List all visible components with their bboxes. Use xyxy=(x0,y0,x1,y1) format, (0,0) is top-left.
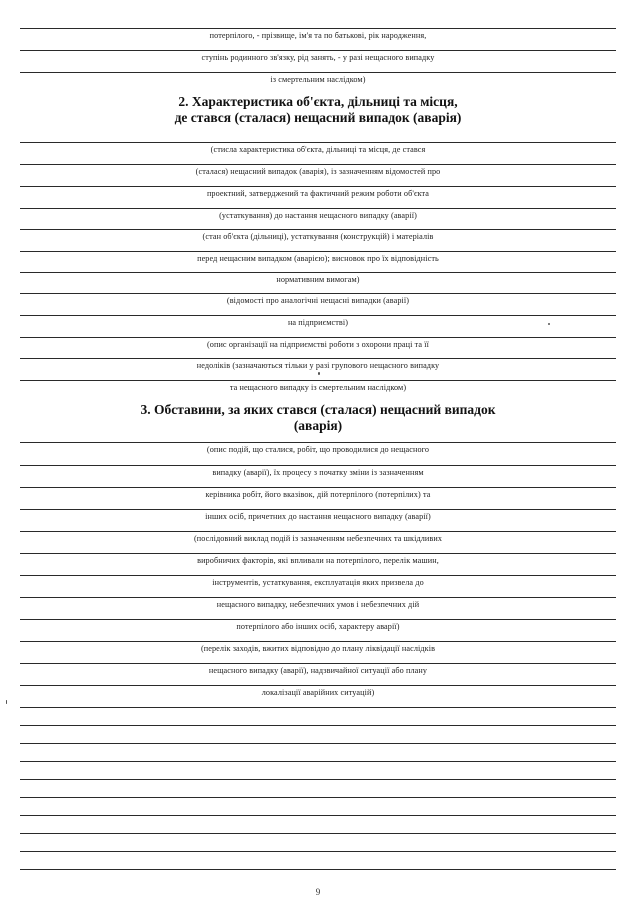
fill-line xyxy=(20,641,616,642)
fill-line xyxy=(20,28,616,29)
field-caption: потерпілого або інших осіб, характеру аварії) xyxy=(0,622,636,632)
fill-line xyxy=(20,465,616,466)
fill-line xyxy=(20,531,616,532)
section-2-heading-line-1: 2. Характеристика об'єкта, дільниці та місця, xyxy=(178,94,458,109)
fill-line xyxy=(20,761,616,762)
fill-line xyxy=(20,833,616,834)
fill-line xyxy=(20,509,616,510)
fill-line xyxy=(20,851,616,852)
fill-line xyxy=(20,293,616,294)
fill-line xyxy=(20,743,616,744)
fill-line xyxy=(20,442,616,443)
fill-line xyxy=(20,380,616,381)
fill-line xyxy=(20,725,616,726)
field-caption: недоліків (зазначаються тільки у разі групового нещасного випадку xyxy=(0,361,636,371)
field-caption: (стисла характеристика об'єкта, дільниці та місця, де стався xyxy=(0,145,636,155)
fill-line xyxy=(20,597,616,598)
fill-line xyxy=(20,164,616,165)
field-caption: ступінь родинного зв'язку, рід занять, - у разі нещасного випадку xyxy=(0,53,636,63)
field-caption: інших осіб, причетних до настання нещасного випадку (аварії) xyxy=(0,512,636,522)
field-caption: потерпілого, - прізвище, ім'я та по батькові, рік народження, xyxy=(0,31,636,41)
field-caption: та нещасного випадку із смертельним наслідком) xyxy=(0,383,636,393)
fill-line xyxy=(20,142,616,143)
field-caption: (послідовний виклад подій із зазначенням небезпечних та шкідливих xyxy=(0,534,636,544)
field-caption: випадку (аварії), їх процесу з початку зміни із зазначенням xyxy=(0,468,636,478)
field-caption: (устаткування) до настання нещасного випадку (аварії) xyxy=(0,211,636,221)
section-3-heading-line-1: 3. Обставини, за яких стався (сталася) нещасний випадок xyxy=(140,402,496,417)
field-caption: із смертельним наслідком) xyxy=(0,75,636,85)
fill-line xyxy=(20,72,616,73)
fill-line xyxy=(20,251,616,252)
field-caption: нормативним вимогам) xyxy=(0,275,636,285)
scan-speck xyxy=(548,323,550,325)
fill-line xyxy=(20,50,616,51)
field-caption: (перелік заходів, вжитих відповідно до плану ліквідації наслідків xyxy=(0,644,636,654)
scan-speck xyxy=(318,372,320,375)
fill-line xyxy=(20,663,616,664)
fill-line xyxy=(20,229,616,230)
fill-line xyxy=(20,553,616,554)
fill-line xyxy=(20,315,616,316)
fill-line xyxy=(20,487,616,488)
field-caption: інструментів, устаткування, експлуатація яких призвела до xyxy=(0,578,636,588)
fill-line xyxy=(20,575,616,576)
field-caption: виробничих факторів, які впливали на потерпілого, перелік машин, xyxy=(0,556,636,566)
field-caption: локалізації аварійних ситуацій) xyxy=(0,688,636,698)
field-caption: на підприємстві) xyxy=(0,318,636,328)
fill-line xyxy=(20,272,616,273)
field-caption: керівника робіт, його вказівок, дій потерпілого (потерпілих) та xyxy=(0,490,636,500)
field-caption: проектний, затверджений та фактичний режим роботи об'єкта xyxy=(0,189,636,199)
field-caption: нещасного випадку, небезпечних умов і небезпечних дій xyxy=(0,600,636,610)
fill-line xyxy=(20,685,616,686)
fill-line xyxy=(20,707,616,708)
field-caption: нещасного випадку (аварії), надзвичайної ситуації або плану xyxy=(0,666,636,676)
field-caption: (відомості про аналогічні нещасні випадки (аварії) xyxy=(0,296,636,306)
fill-line xyxy=(20,208,616,209)
field-caption: (опис подій, що сталися, робіт, що проводилися до нещасного xyxy=(0,445,636,455)
fill-line xyxy=(20,869,616,870)
field-caption: (стан об'єкта (дільниці), устаткування (конструкцій) і матеріалів xyxy=(0,232,636,242)
scan-speck xyxy=(6,700,7,704)
fill-line xyxy=(20,779,616,780)
fill-line xyxy=(20,358,616,359)
field-caption: (опис організації на підприємстві роботи з охорони праці та її xyxy=(0,340,636,350)
field-caption: (сталася) нещасний випадок (аварія), із зазначенням відомостей про xyxy=(0,167,636,177)
fill-line xyxy=(20,186,616,187)
section-2-heading-line-2: де стався (сталася) нещасний випадок (аварія) xyxy=(174,110,462,125)
fill-line xyxy=(20,619,616,620)
fill-line xyxy=(20,337,616,338)
field-caption: перед нещасним випадком (аварією); висновок про їх відповідність xyxy=(0,254,636,264)
fill-line xyxy=(20,815,616,816)
page-number: 9 xyxy=(315,887,321,897)
fill-line xyxy=(20,797,616,798)
section-3-heading-line-2: (аварія) xyxy=(293,418,343,433)
